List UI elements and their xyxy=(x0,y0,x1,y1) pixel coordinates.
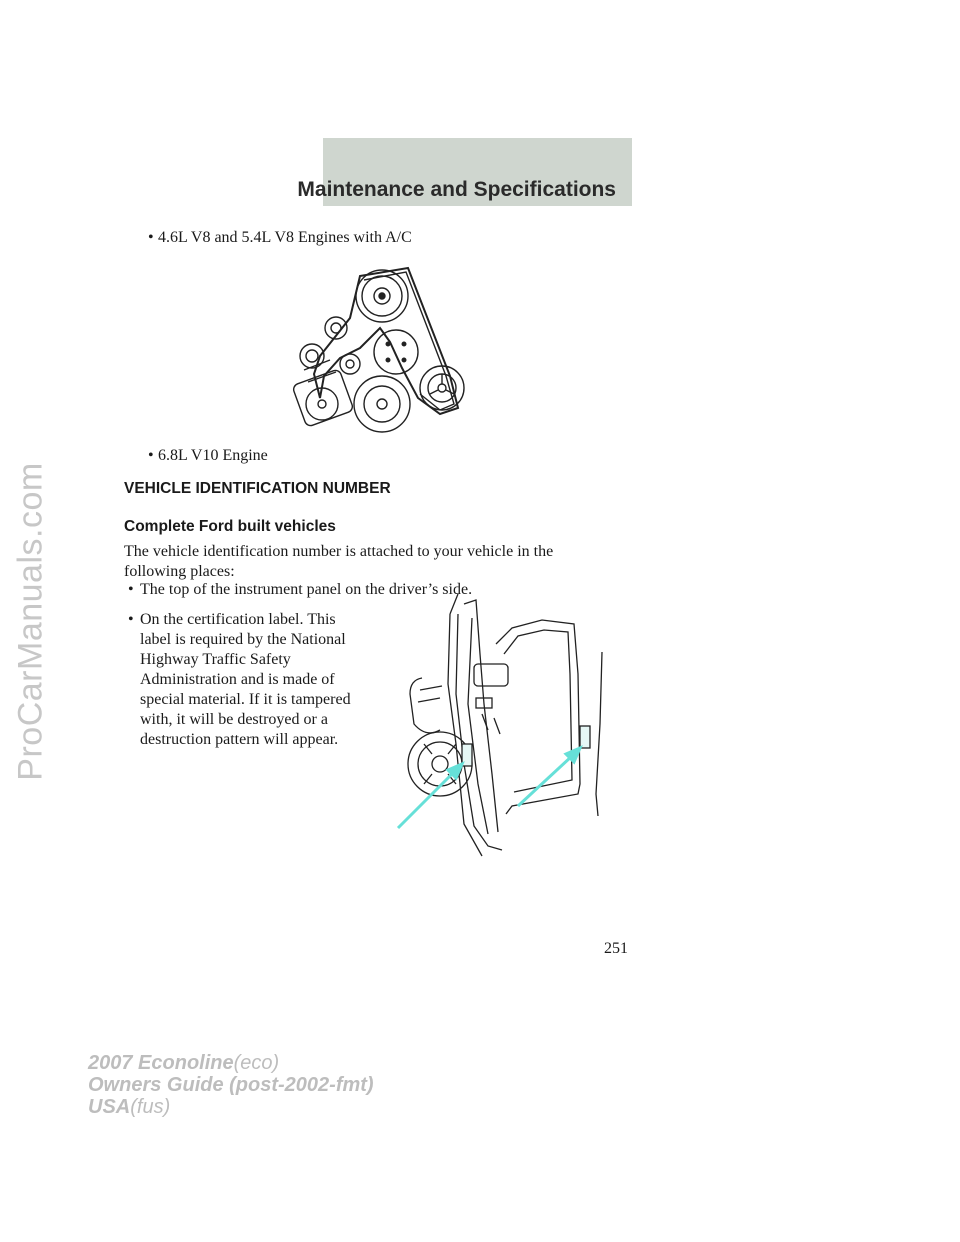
vin-location-2-line: special material. If it is tampered xyxy=(140,691,351,708)
footer-model: 2007 Econoline xyxy=(88,1052,234,1074)
vin-location-2 xyxy=(140,610,351,750)
footer-line-1 xyxy=(88,1052,374,1074)
footer-guide: Owners Guide (post-2002-fmt) xyxy=(88,1074,374,1096)
footer-line-3 xyxy=(88,1096,374,1118)
engine-item-1: 4.6L V8 and 5.4L V8 Engines with A/C xyxy=(158,229,412,246)
vin-location-2-line: Administration and is made of xyxy=(140,671,335,688)
vin-location-2-line: label is required by the National xyxy=(140,631,346,648)
section-header xyxy=(297,138,632,206)
section-title: Maintenance and Specifications xyxy=(297,178,616,201)
vin-intro-line-1: The vehicle identification number is attached to your vehicle in the xyxy=(124,543,554,560)
belt-routing-diagram xyxy=(290,258,490,438)
footer-model-code: (eco) xyxy=(233,1052,280,1074)
bullet-dot: • xyxy=(128,581,134,598)
vin-location-2-line: with, it will be destroyed or a xyxy=(140,711,328,728)
vin-location-1: The top of the instrument panel on the driver’s side. xyxy=(140,581,473,598)
vin-location-2-line: Highway Traffic Safety xyxy=(140,651,291,668)
engine-item-2: 6.8L V10 Engine xyxy=(158,447,268,464)
vin-subheading: Complete Ford built vehicles xyxy=(124,518,336,535)
footer-market: USA xyxy=(88,1096,131,1118)
bullet-dot: • xyxy=(148,447,154,464)
watermark-text: ProCarManuals.com xyxy=(11,461,50,781)
bullet-dot: • xyxy=(148,229,154,246)
door-label-illustration xyxy=(392,594,614,858)
footer xyxy=(88,1052,374,1118)
vin-intro xyxy=(124,542,553,582)
footer-line-2 xyxy=(88,1074,374,1096)
vin-location-2-line: On the certification label. This xyxy=(140,611,336,628)
page-number: 251 xyxy=(604,940,628,957)
bullet-dot: • xyxy=(128,611,134,628)
footer-market-code: (fus) xyxy=(130,1096,171,1118)
vin-intro-line-2: following places: xyxy=(124,563,235,580)
vin-heading: VEHICLE IDENTIFICATION NUMBER xyxy=(124,480,391,497)
watermark xyxy=(4,0,58,1242)
vin-location-2-line: destruction pattern will appear. xyxy=(140,731,339,748)
